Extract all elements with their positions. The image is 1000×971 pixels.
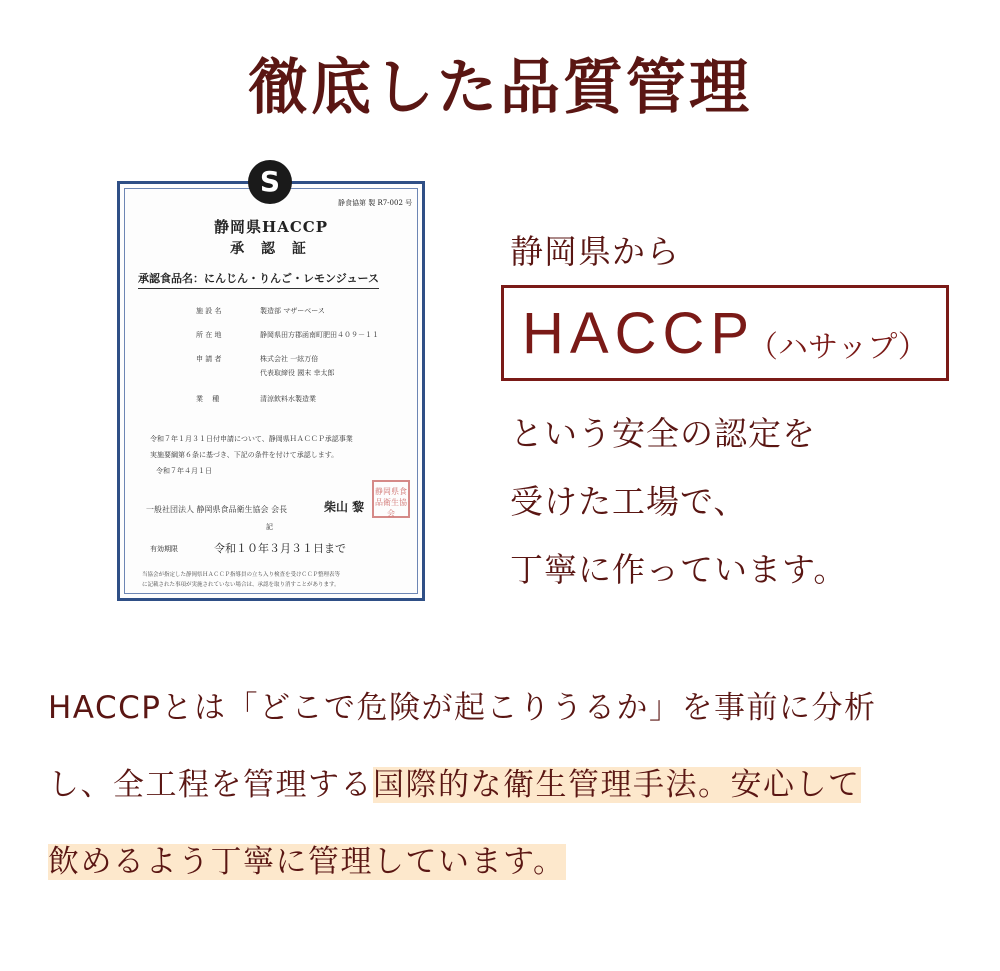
paragraph-highlight: 飲めるよう丁寧に管理しています。 [48, 844, 566, 880]
right-line-1: 静岡県から [510, 232, 680, 271]
certificate-row-label: 業 種 [196, 395, 220, 403]
certificate-footer-line: に記載された事項が実施されていない場合は、承認を取り消すことがあります。 [142, 582, 340, 588]
certificate-subheading: 承 認 証 [230, 241, 312, 257]
haccp-label: HACCP [522, 301, 756, 366]
certificate-logo-icon: S [248, 160, 292, 204]
certificate-date: 令和７年４月１日 [156, 467, 212, 475]
certificate-expiry-label: 有効期限 [150, 545, 178, 553]
certificate-number: 静食協第 製 R7-002 号 [338, 199, 413, 207]
certificate-row-value: 代表取締役 國末 幸太郎 [260, 369, 335, 377]
right-line-4: 丁寧に作っています。 [510, 550, 848, 589]
paragraph-line-2-plain: し、全工程を管理する [48, 767, 373, 803]
paragraph-highlight: 国際的な衛生管理手法。安心して [373, 767, 861, 803]
certificate-row-value: 株式会社 一絃万倍 [260, 355, 319, 363]
certificate-row-value: 静岡県田方郡函南町肥田４０９－１１ [260, 331, 379, 339]
haccp-box [501, 285, 949, 381]
paragraph-line-2 [48, 760, 861, 810]
certificate-row-value: 製造部 マザーベース [260, 307, 325, 315]
certificate-row-label: 施 設 名 [196, 307, 222, 315]
right-line-2: という安全の認定を [510, 414, 816, 453]
certificate-row-value: 清涼飲料水製造業 [260, 395, 316, 403]
paragraph-line-1: HACCPとは「どこで危険が起こりうるか」を事前に分析 [48, 690, 877, 726]
certificate-seal [372, 480, 410, 518]
certificate-body-line: 令和７年１月３１日付申請について、静岡県ＨＡＣＣＰ承認事業 [150, 435, 353, 443]
paragraph-line-3 [48, 837, 566, 887]
haccp-certificate [117, 181, 425, 601]
right-line-3: 受けた工場で、 [510, 482, 748, 521]
certificate-expiry-value: 令和１０年３月３１日まで [214, 542, 346, 555]
certificate-issuer: 一般社団法人 静岡県食品衛生協会 会長 [146, 505, 288, 514]
certificate-signer: 柴山 黎 [324, 500, 365, 514]
certificate-food-name: 承認食品名：にんじん・りんご・レモンジュース [138, 270, 379, 289]
certificate-row-label: 申 請 者 [196, 355, 222, 363]
certificate-ki: 記 [266, 523, 273, 531]
seal-text: 静岡県食品衛生協会 [375, 487, 407, 518]
certificate-heading: 静岡県HACCP [214, 218, 328, 236]
certificate-footer-line: 当協会が指定した静岡県ＨＡＣＣＰ指導員の立ち入り検査を受けＣＣＰ整理表等 [142, 572, 341, 578]
haccp-reading: （ハサップ） [748, 330, 928, 365]
certificate-row-label: 所 在 地 [196, 331, 222, 339]
certificate-body-line: 実施要綱第６条に基づき、下記の条件を付けて承認します。 [150, 451, 339, 459]
page-title: 徹底した品質管理 [248, 53, 752, 123]
